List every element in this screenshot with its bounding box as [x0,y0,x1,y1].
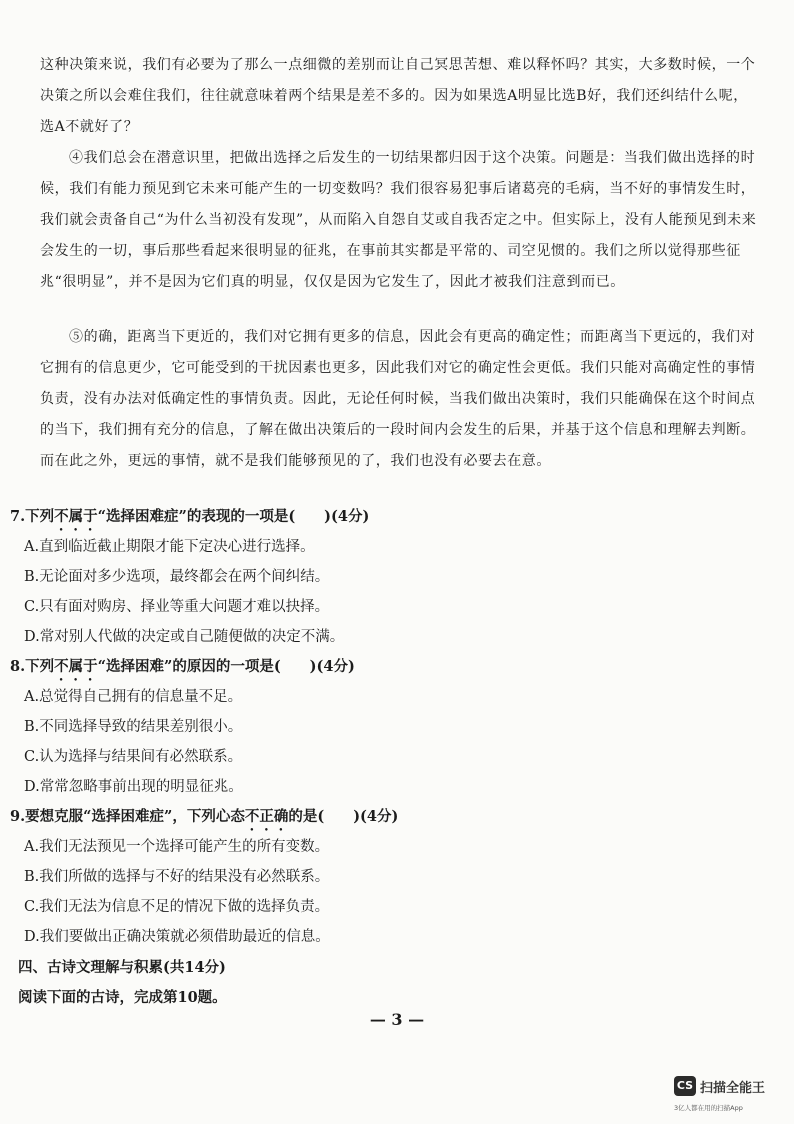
question-7-option-c: C.只有面对购房、择业等重大问题才难以抉择。 [24,599,330,615]
question-8-option-c: C.认为选择与结果间有必然联系。 [24,749,243,765]
question-7-option-a: A.直到临近截止期限才能下定决心进行选择。 [24,539,315,555]
watermark-name: 扫描全能王 [700,1081,766,1096]
question-9-option-a: A.我们无法预见一个选择可能产生的所有变数。 [24,839,330,855]
question-8-stem: 8.下列不属于“选择困难”的原因的一项是( )(4分) [10,658,355,675]
page-number: — 3 — [369,1010,425,1029]
question-9-option-c: C.我们无法为信息不足的情况下做的选择负责。 [24,899,330,915]
question-8-option-a: A.总觉得自己拥有的信息量不足。 [24,689,243,705]
question-8-option-b: B.不同选择导致的结果差别很小。 [24,719,243,735]
question-9-stem: 9.要想克服“选择困难症”，下列心态不正确的是( )(4分) [10,808,399,825]
passage-paragraph-3-tail: 这种决策来说，我们有必要为了那么一点细微的差别而让自己冥思苦想、难以释怀吗？其实，大多数时候，一个决策之所以会难住我们，往往就意味着两个结果是差不多的。因为如果选A明显比选B好，我们还纠结什么呢，选A不就好了？ [40,57,756,135]
section-title: 四、古诗文理解与积累(共14分) [18,959,226,976]
question-7-option-b: B.无论面对多少选项，最终都会在两个间纠结。 [24,569,330,585]
question-9-option-d: D.我们要做出正确决策就必须借助最近的信息。 [24,929,330,945]
section-instruction: 阅读下面的古诗，完成第10题。 [18,989,227,1006]
passage-paragraph-4: ④我们总会在潜意识里，把做出选择之后发生的一切结果都归因于这个决策。问题是：当我们做出选择的时候，我们有能力预见到它未来可能产生的一切变数吗？我们很容易犯事后诸葛亮的毛病，当不好的事情发生时，我们就会责备自己“为什么当初没有发现”，从而陷入自怨自艾或自我否定之中。但实际上，没有人能预见到未来会发生的一切，事后那些看起来很明显的征兆，在事前其实都是平常的、司空见惯的。我们之所以觉得那些征兆“很明显”，并不是因为它们真的明显，仅仅是因为它发生了，因此才被我们注意到而已。 [40,150,757,290]
passage-paragraph-5: ⑤的确，距离当下更近的，我们对它拥有更多的信息，因此会有更高的确定性；而距离当下更远的，我们对它拥有的信息更少，它可能受到的干扰因素也更多，因此我们对它的确定性会更低。我们只能对高确定性的事情负责，没有办法对低确定性的事情负责。因此，无论任何时候，当我们做出决策时，我们只能确保在这个时间点的当下，我们拥有充分的信息，了解在做出决策后的一段时间内会发生的后果，并基于这个信息和理解去判断。而在此之外，更远的事情，就不是我们能够预见的了，我们也没有必要去在意。 [40,329,756,469]
question-7-stem: 7.下列不属于“选择困难症”的表现的一项是( )(4分) [10,508,370,525]
scanner-watermark [674,1076,784,1122]
question-7-option-d: D.常对别人代做的决定或自己随便做的决定不满。 [24,629,345,645]
watermark-subtitle: 3亿人都在用的扫描App [674,1104,743,1112]
question-9-option-b: B.我们所做的选择与不好的结果没有必然联系。 [24,869,330,885]
camscanner-logo-icon: CS [674,1076,696,1096]
question-8-option-d: D.常常忽略事前出现的明显征兆。 [24,779,243,795]
